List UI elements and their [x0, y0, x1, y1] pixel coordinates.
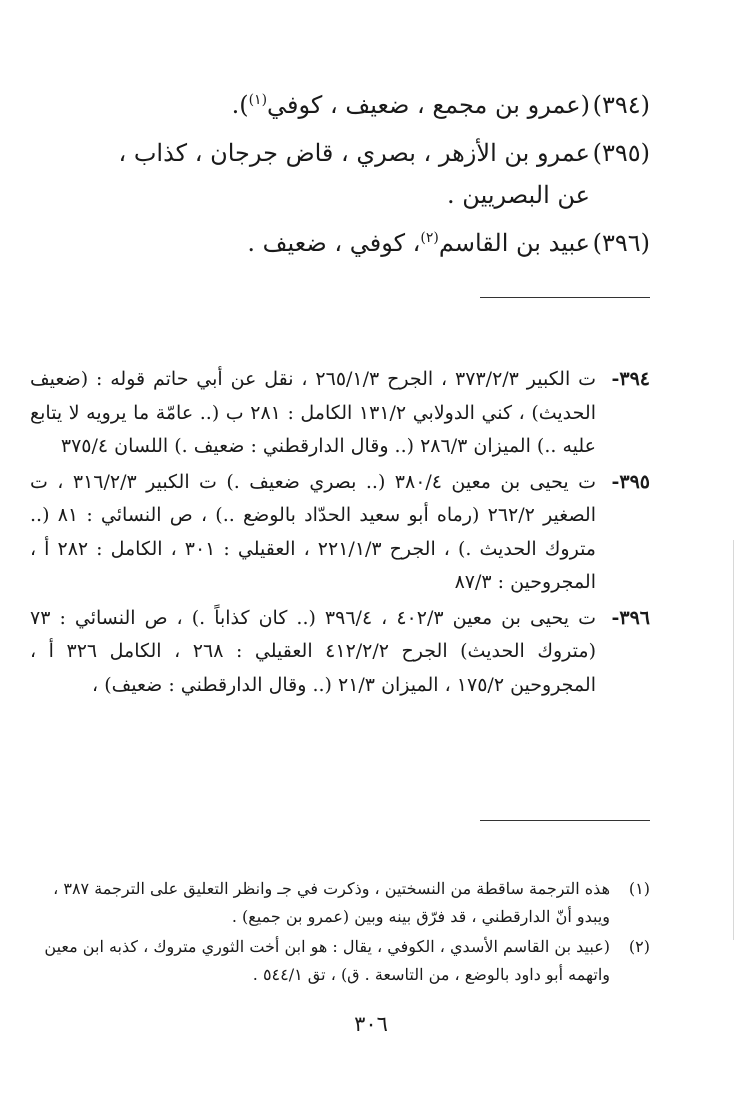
separator-line — [480, 297, 650, 298]
biography-entries — [80, 84, 650, 270]
footnotes — [30, 875, 650, 991]
entry-text — [80, 84, 590, 126]
entry-text-end: ). — [231, 91, 249, 119]
footnote-separator — [480, 820, 650, 821]
footnote-ref: (١) — [248, 92, 268, 108]
footnote-text: (عبيد بن القاسم الأسدي ، الكوفي ، يقال : هو ابن أخت الثوري متروك ، كذبه ابن معين واتهمه أبو داود بالوضع ، من التاسعة . ق) ، تق ٥٤٤/١ . — [44, 937, 610, 984]
source-395 — [30, 466, 650, 600]
source-text: ت يحيى بن معين ٤٠٢/٣ ، ٣٩٦/٤ (.. كان كذاباً .) ، ص النسائي : ٧٣ (متروك الحديث) الجرح ٤١٢/٢/٢ العقيلي : ٢٦٨ ، الكامل ٣٢٦ أ ، المجروحين ١٧٥/٢ ، الميزان ٢١/٣ (.. وقال الدارقطني : ضعيف) ، — [30, 606, 596, 696]
footnote-ref: (٢) — [420, 230, 439, 246]
entry-text-main: (عمرو بن مجمع ، ضعيف ، كوفي — [267, 91, 590, 119]
page-number: ٣٠٦ — [354, 1012, 388, 1036]
entry-394 — [80, 84, 650, 126]
page-edge-line — [733, 540, 734, 940]
footnote-number: (٢) — [628, 937, 650, 956]
source-396 — [30, 602, 650, 703]
source-number: ٣٩٤- — [611, 368, 650, 390]
source-number: ٣٩٦- — [611, 606, 650, 629]
footnote-text: هذه الترجمة ساقطة من النسختين ، وذكرت في جـ وانظر التعليق على الترجمة ٣٨٧ ، ويبدو أنّ الدارقطني ، قد فرّق بينه وبين (عمرو بن جميع) . — [53, 879, 610, 926]
entry-number: (٣٩٤) — [592, 91, 650, 119]
entry-number: (٣٩٥) — [592, 139, 650, 167]
footnote-1 — [30, 875, 650, 931]
footnote-2 — [30, 933, 650, 989]
entry-text-main: عبيد بن القاسم — [438, 229, 590, 257]
entry-text — [80, 222, 590, 264]
sources-section — [30, 363, 650, 704]
entry-text-end: ، كوفي ، ضعيف . — [247, 229, 421, 257]
entry-number: (٣٩٦) — [592, 229, 650, 257]
footnote-number: (١) — [628, 879, 650, 898]
source-text: ت الكبير ٣٧٣/٢/٣ ، الجرح ٢٦٥/١/٣ ، نقل عن أبي حاتم قوله : (ضعيف الحديث) ، كني الدولابي ١٣١/٢ الكامل : ٢٨١ ب (.. عامّة ما يرويه لا يتابع عليه ..) الميزان ٢٨٦/٣ (.. وقال الدارقطني : ضعيف .) اللسان ٣٧٥/٤ — [30, 368, 597, 457]
entry-395 — [80, 132, 650, 216]
source-number: ٣٩٥- — [611, 470, 650, 493]
source-394 — [30, 363, 650, 464]
source-text: ت يحيى بن معين ٣٨٠/٤ (.. بصري ضعيف .) ت الكبير ٣١٦/٢/٣ ، ت الصغير ٢٦٢/٢ (رماه أبو سعيد الحدّاد بالوضع ..) ، ص النسائي : ٨١ (.. متروك الحديث .) ، الجرح ٢٢١/١/٣ ، العقيلي : ٣٠١ ، الكامل : ٢٨٢ أ ، المجروحين : ٨٧/٣ — [30, 470, 597, 593]
entry-text: عمرو بن الأزهر ، بصري ، قاض جرجان ، كذاب ، عن البصريين . — [118, 139, 590, 209]
entry-396 — [80, 222, 650, 264]
